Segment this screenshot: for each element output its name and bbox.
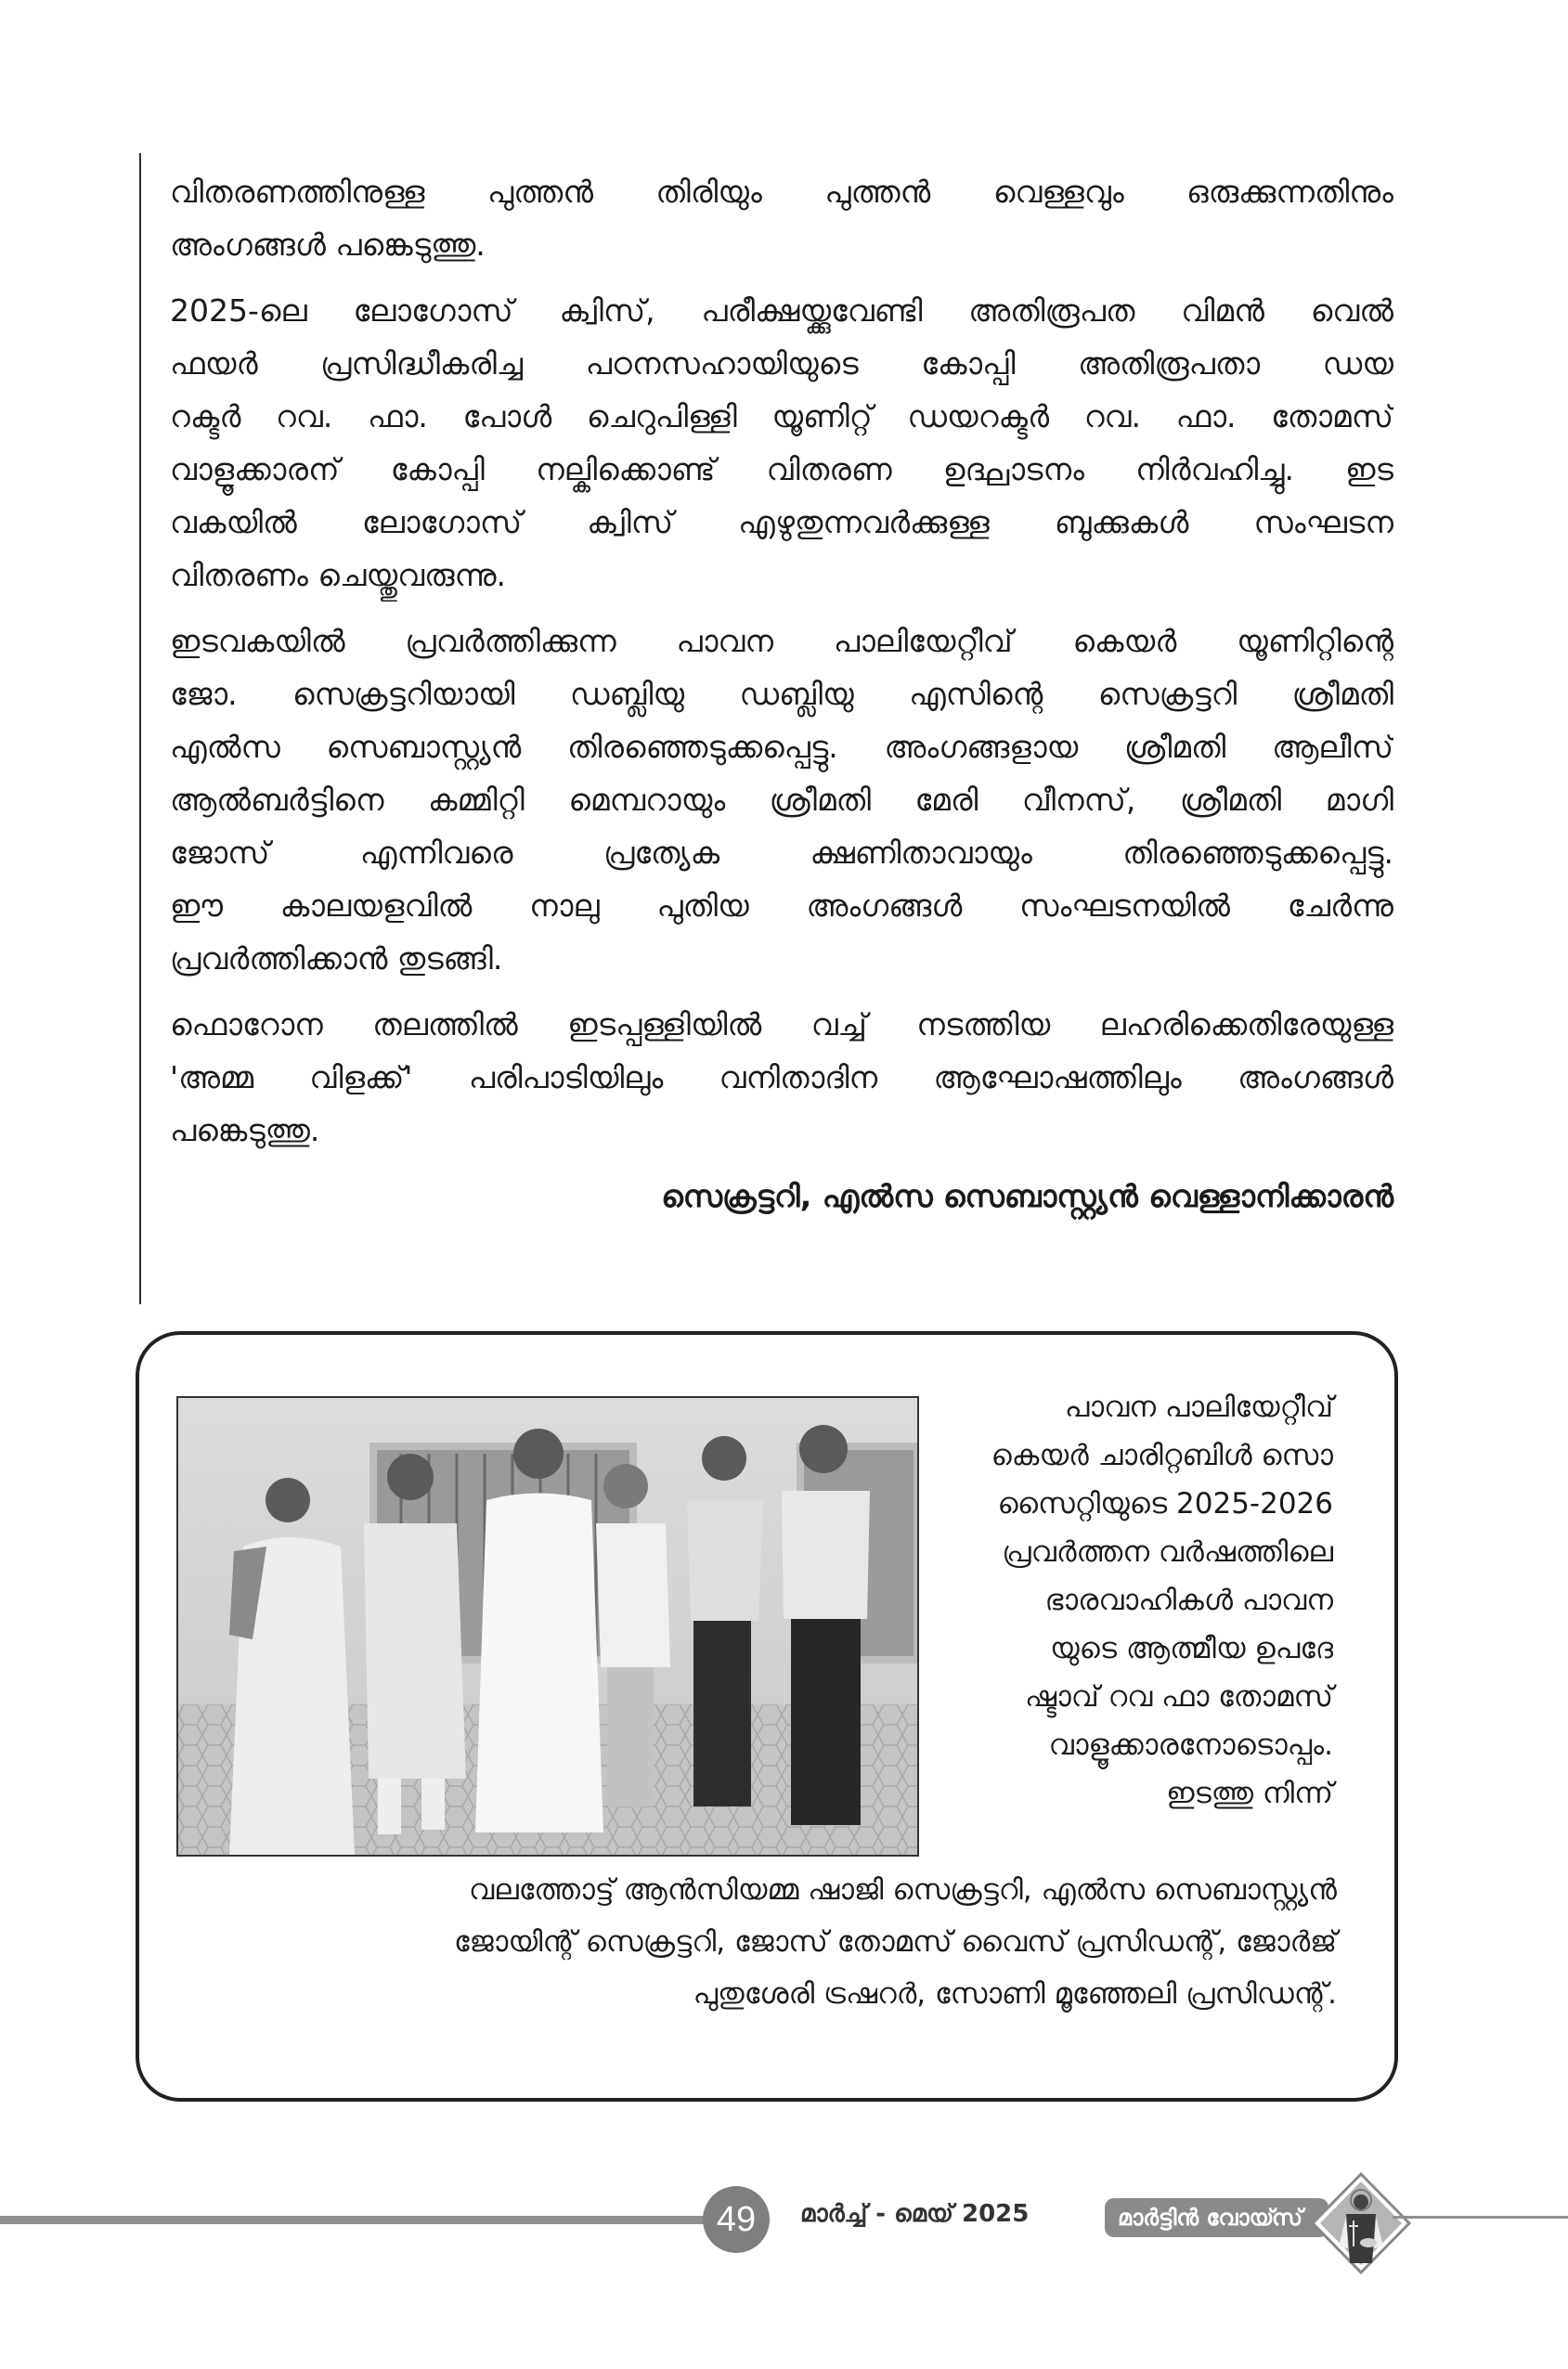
text-line: വാളൂക്കാരന് കോപ്പി നല്കിക്കൊണ്ട് വിതരണ ഉദ്ഘാടനം നിർവഹിച്ചു. ഇട	[170, 451, 1393, 487]
text-line: അംഗങ്ങൾ പങ്കെടുത്തു.	[170, 227, 486, 263]
caption-line: വാളൂക്കാരനോടൊപ്പം.	[1048, 1728, 1333, 1762]
author-signature: സെക്രട്ടറി, എൽസ സെബാസ്റ്റ്യൻ വെള്ളാനിക്കാരൻ	[661, 1178, 1393, 1214]
photo-feature-box	[136, 1331, 1398, 2102]
text-line: വിതരണം ചെയ്തുവരുന്നു.	[170, 557, 507, 593]
paragraph-4	[170, 998, 1393, 1157]
text-line: 2025-ലെ ലോഗോസ് ക്വിസ്, പരീക്ഷയ്ക്കുവേണ്ടി അതിരൂപത വിമൻ വെൽ	[170, 292, 1393, 329]
paragraph-2	[170, 284, 1393, 602]
text-line: ഫയർ പ്രസിദ്ധീകരിച്ച പഠനസഹായിയുടെ കോപ്പി അതിരൂപതാ ഡയ	[170, 345, 1393, 382]
caption-line: ഇടത്തു നിന്ന്	[1166, 1777, 1333, 1810]
photo-caption-side	[928, 1383, 1333, 1818]
caption-line: കെയർ ചാരിറ്റബിൾ സൊ	[991, 1439, 1333, 1472]
saint-emblem-icon	[1311, 2172, 1411, 2274]
column-rule	[139, 153, 141, 1304]
caption-line: പാവന പാലിയേറ്റീവ്	[1064, 1391, 1333, 1424]
text-line: റക്ടർ റവ. ഫാ. പോൾ ചെറുപിള്ളി യൂണിറ്റ് ഡയറക്ടർ റവ. ഫാ. തോമസ്	[170, 398, 1393, 434]
text-line: ജോസ് എന്നിവരെ പ്രത്യേക ക്ഷണിതാവായും തിരഞ്ഞെടുക്കപ്പെട്ടു.	[170, 835, 1393, 871]
issue-date: മാർച്ച് - മെയ് 2025	[800, 2200, 1030, 2228]
caption-line: സൈറ്റിയുടെ 2025-2026	[997, 1487, 1333, 1521]
text-line: വിതരണത്തിനുള്ള പുത്തൻ തിരിയും പുത്തൻ വെള്ളവും ഒരുക്കുന്നതിനും	[170, 174, 1393, 210]
text-line: 'അമ്മ വിളക്ക്' പരിപാടിയിലും വനിതാദിന ആഘോഷത്തിലും അംഗങ്ങൾ	[170, 1059, 1393, 1095]
footer-rule-left	[0, 2216, 715, 2224]
text-line: ഫൊറോന തലത്തിൽ ഇടപ്പള്ളിയിൽ വച്ച് നടത്തിയ ലഹരിക്കെതിരേയുള്ള	[170, 1006, 1393, 1042]
caption-line: പുതുശേരി ട്രഷറർ, സോണി മൂഞ്ഞേലി പ്രസിഡന്റ്.	[693, 1977, 1337, 2011]
text-line: വകയിൽ ലോഗോസ് ക്വിസ് എഴുതുന്നവർക്കുള്ള ബുക്കുകൾ സംഘടന	[170, 504, 1393, 540]
text-line: ഇടവകയിൽ പ്രവർത്തിക്കുന്ന പാവന പാലിയേറ്റീവ് കെയർ യൂണിറ്റിന്റെ	[170, 623, 1393, 659]
page-footer	[0, 2163, 1568, 2274]
photo-caption-bottom	[195, 1864, 1337, 2020]
paragraph-1	[170, 165, 1393, 271]
caption-line: വലത്തോട്ട് ആൻസിയമ്മ ഷാജി സെക്രട്ടറി, എൽസ സെബാസ്റ്റ്യൻ	[469, 1873, 1337, 1907]
group-photo	[176, 1396, 919, 1857]
text-line: ആൽബർട്ടിനെ കമ്മിറ്റി മെമ്പറായും ശ്രീമതി മേരി വീനസ്, ശ്രീമതി മാഗി	[170, 782, 1393, 818]
page-number: 49	[703, 2186, 770, 2253]
caption-line: ഭാരവാഹികൾ പാവന	[1044, 1584, 1333, 1617]
article-body	[170, 165, 1393, 1223]
group-photo-image	[178, 1398, 917, 1855]
caption-line: യുടെ ആത്മീയ ഉപദേ	[1049, 1632, 1333, 1665]
footer-rule-right	[1393, 2216, 1568, 2219]
text-line: ജോ. സെക്രട്ടറിയായി ഡബ്ലിയു ഡബ്ലിയു എസിന്റെ സെക്രട്ടറി ശ്രീമതി	[170, 676, 1393, 712]
text-line: പ്രവർത്തിക്കാൻ തുടങ്ങി.	[170, 940, 503, 977]
caption-line: ഷ്ടാവ് റവ ഫാ തോമസ്	[1025, 1680, 1333, 1714]
magazine-name: മാർട്ടിൻ വോയ്സ്	[1105, 2198, 1328, 2237]
caption-line: പ്രവർത്തന വർഷത്തിലെ	[1002, 1535, 1333, 1569]
caption-line: ജോയിന്റ് സെക്രട്ടറി, ജോസ് തോമസ് വൈസ് പ്രസിഡന്റ്, ജോർജ്	[454, 1925, 1337, 1959]
paragraph-3	[170, 615, 1393, 985]
text-line: എൽസ സെബാസ്റ്റ്യൻ തിരഞ്ഞെടുക്കപ്പെട്ടു. അംഗങ്ങളായ ശ്രീമതി ആലീസ്	[170, 729, 1393, 765]
text-line: ഈ കാലയളവിൽ നാലു പുതിയ അംഗങ്ങൾ സംഘടനയിൽ ചേർന്നു	[170, 887, 1393, 924]
text-line: പങ്കെടുത്തു.	[170, 1112, 320, 1148]
